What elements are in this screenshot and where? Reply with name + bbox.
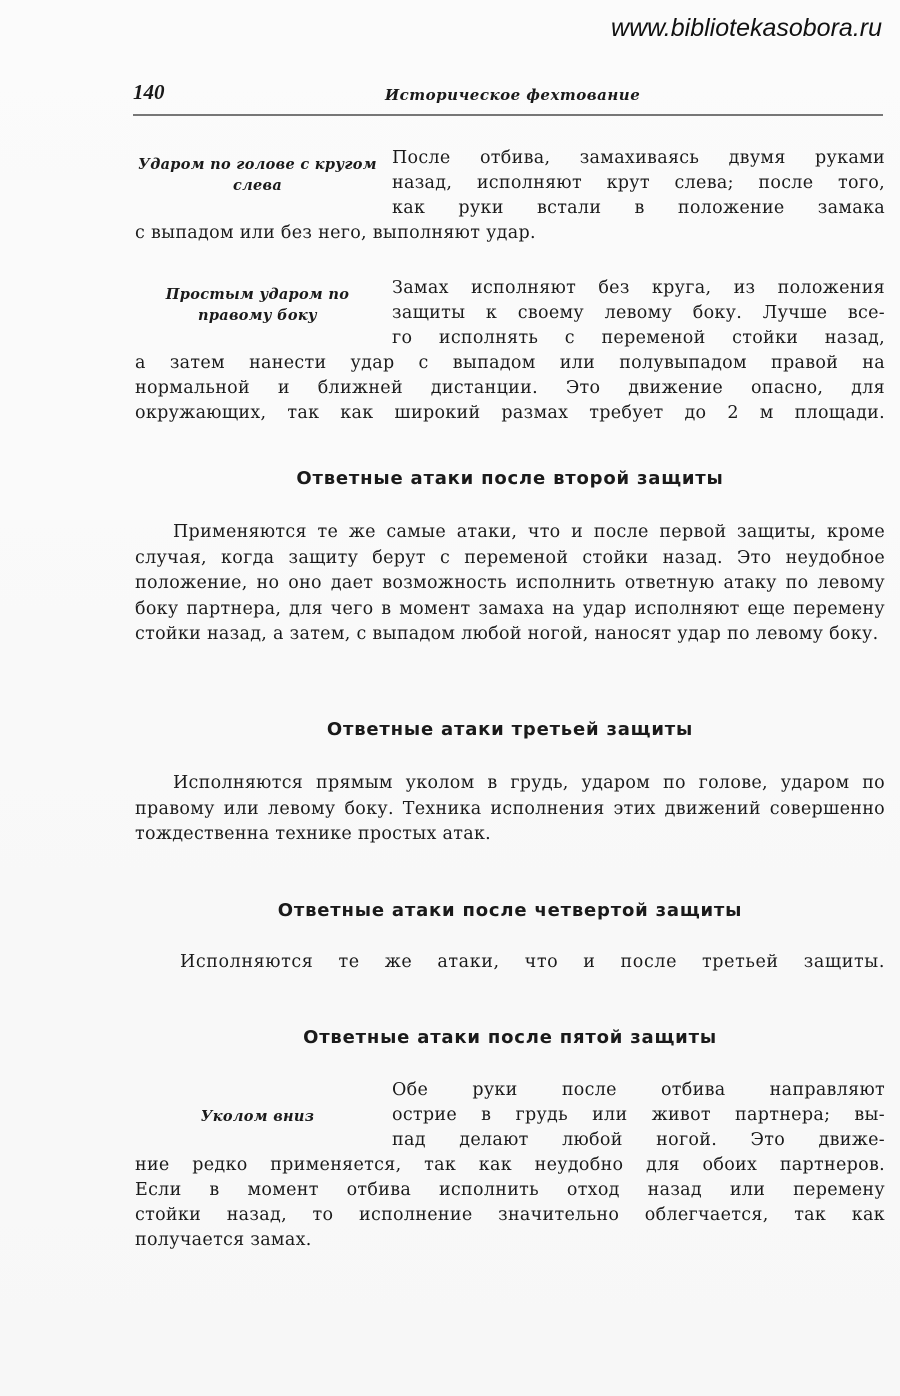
text-line: Если в момент отбива исполнить отход назад или перемену [135, 1180, 885, 1200]
text-line: ние редко применяется, так как неудобно для обоих партнеров. [135, 1155, 885, 1175]
heading-fourth-defense: Ответные атаки после четвертой защиты [277, 900, 743, 921]
side-label: Простым ударом по правому боку [165, 286, 350, 324]
text-line: пад делают любой ногой. Это движе- [392, 1130, 885, 1150]
heading-third-defense: Ответные атаки третьей защиты [326, 719, 694, 740]
text-line: стойки назад, то исполнение значительно облегчается, так как [135, 1205, 885, 1225]
text-line: назад, исполняют крут слева; после того, [392, 173, 885, 193]
heading-second-defense: Ответные атаки после второй защиты [296, 468, 724, 489]
text-line: получается замах. [135, 1230, 312, 1250]
text-line: После отбива, замахиваясь двумя руками [392, 148, 885, 168]
side-text [380, 276, 885, 351]
paragraph-third-defense [135, 771, 885, 848]
text-line: окружающих, так как широкий размах требует до 2 м площади. [135, 403, 885, 423]
text-line: го исполнять с переменой стойки назад, [392, 328, 885, 348]
header-rule [133, 114, 883, 116]
text-line: острие в грудь или живот партнера; вы- [392, 1105, 885, 1125]
running-title: Историческое фехтование [385, 86, 641, 104]
section-simple-strike-right [135, 276, 885, 426]
text-line: Замах исполняют без круга, из положения [392, 278, 885, 298]
side-text [380, 1078, 885, 1153]
text-line: а затем нанести удар с выпадом или полувыпадом правой на [135, 353, 885, 373]
paragraph-fourth-defense: Исполняются те же атаки, что и после третьей защиты. [180, 952, 885, 972]
side-label: Ударом по голове с кругом слева [138, 156, 377, 194]
section-thrust-down [135, 1078, 885, 1253]
text-line: нормальной и ближней дистанции. Это движение опасно, для [135, 378, 885, 398]
text-line: Обе руки после отбива направляют [392, 1080, 885, 1100]
heading-fifth-defense: Ответные атаки после пятой защиты [303, 1027, 717, 1048]
text-line: с выпадом или без него, выполняют удар. [135, 223, 536, 243]
page-number: 140 [133, 80, 165, 104]
page-header [133, 78, 883, 118]
paragraph-text: Применяются те же самые атаки, что и после первой защиты, кроме случая, когда защиту берут с переменой стойки назад. Это неудобное положение, но оно дает возможность исполнить ответную атаку по левому боку партнера, для чего в момент замаха на удар исполняют еще перемену стойки назад, а затем, с выпадом любой ногой, наносят удар по левому боку. [135, 522, 885, 644]
text-line: как руки встали в положение замака [392, 198, 885, 218]
paragraph-second-defense [135, 520, 885, 648]
side-text [380, 146, 885, 221]
side-label: Уколом вниз [200, 1108, 315, 1125]
site-url[interactable]: www.bibliotekasobora.ru [611, 14, 882, 42]
section-head-strike-circle [135, 146, 885, 246]
paragraph-text: Исполняются прямым уколом в грудь, ударом по голове, ударом по правому или левому боку. Техника исполнения этих движений совершенно тождественна технике простых атак. [135, 773, 885, 844]
text-line: защиты к своему левому боку. Лучше все- [392, 303, 885, 323]
